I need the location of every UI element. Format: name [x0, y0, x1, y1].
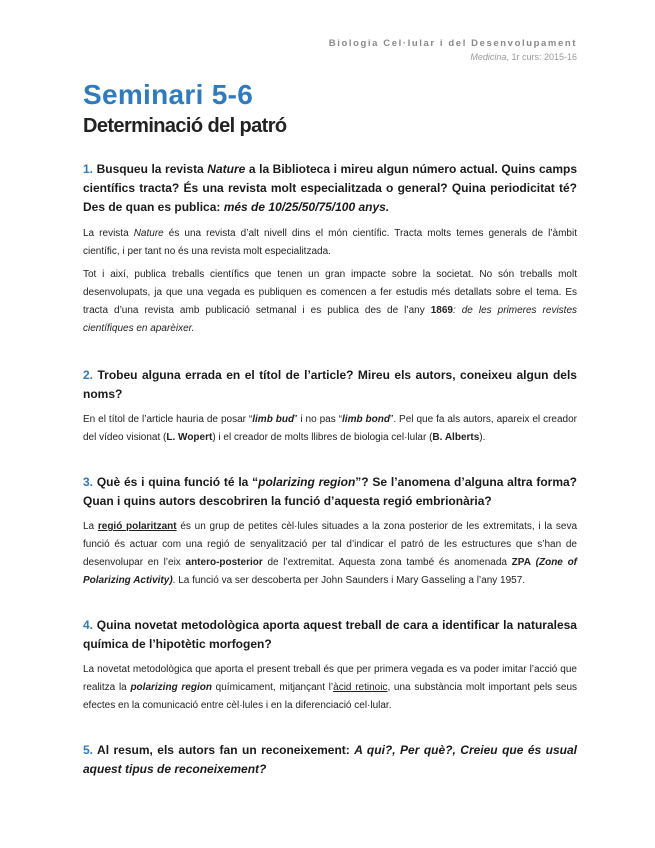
answer-1-paragraph-2: Tot i així, publica treballs científics que tenen un gran impacte sobre la societat. No són treballs molt desenvolupats, ja que una vegada es publiquen es comencen a fer estudis més detallats sobre el tema. Es tracta d’una revista amb publicació setmanal i es publica des de l’any 1869: de les primeres revistes científiques en aparèixer. [83, 269, 577, 334]
page-title: Seminari 5-6 [83, 79, 254, 110]
question-number: 5. [83, 743, 94, 757]
course-year: 1r curs: 2015-16 [511, 52, 577, 62]
question-number: 3. [83, 475, 94, 489]
question-4: 4. Quina novetat metodològica aporta aquest treball de cara a identificar la naturalesa química de l’hipotètic morfogen? [83, 618, 577, 651]
page-subtitle: Determinació del patró [83, 115, 287, 137]
question-number: 4. [83, 618, 94, 632]
course-name: Biologia Cel·lular i del Desenvolupament [328, 38, 577, 49]
degree-name: Medicina [470, 52, 507, 62]
answer-1-paragraph-1: La revista Nature és una revista d’alt nivell dins el món científic. Tracta molts temes generals de l’àmbit científic, i per tant no és una revista molt especialitzada. [83, 228, 577, 257]
page-header [329, 38, 577, 62]
course-meta: Medicina, 1r curs: 2015-16 [470, 52, 577, 62]
document-body [83, 80, 577, 779]
answer-3: La regió polaritzant és un grup de petites cèl·lules situades a la zona posterior de les extremitats, i la seva funció és actuar com una regió de senyalització per tal d’indicar el patró de les estructures que s’han de desenvolupar en l’eix antero-posterior de l’extremitat. Aquesta zona també és anomenada ZPA (Zone of Polarizing Activity). La funció va ser descoberta per John Saunders i Mary Gasseling a l’any 1957. [83, 521, 578, 586]
question-5: 5. Al resum, els autors fan un reconeixement: A qui?, Per què?, Creieu que és usual aquest tipus de reconeixement? [83, 743, 578, 776]
answer-4: La novetat metodològica que aporta el present treball és que per primera vegada es va poder imitar l’acció que realitza la polarizing region químicament, mitjançant l’àcid retinoic, una substància molt important pels seus efectes en la comunicació entre cèl·lules i en la diferenciació cel·lular. [83, 664, 578, 711]
answer-2: En el títol de l’article hauria de posar “limb bud” i no pas “limb bond”. Pel que fa als autors, apareix el creador del vídeo visionat (L. Wopert) i el creador de molts llibres de biologia cel·lular (B. Alberts). [83, 414, 578, 443]
question-1: 1. Busqueu la revista Nature a la Biblioteca i mireu algun número actual. Quins camps científics tracta? És una revista molt especialitzada o general? Quina periodicitat té? Des de quan es publica: més de 10/25/50/75/100 anys. [83, 162, 577, 214]
question-number: 1. [83, 162, 94, 176]
question-number: 2. [83, 368, 94, 382]
question-3: 3. Què és i quina funció té la “polarizing region”? Se l’anomena d’alguna altra forma? Quan i quins autors descobriren la funció d’aquesta regió embrionària? [83, 475, 578, 508]
question-2: 2. Trobeu alguna errada en el títol de l’article? Mireu els autors, coneixeu algun dels noms? [83, 368, 577, 401]
